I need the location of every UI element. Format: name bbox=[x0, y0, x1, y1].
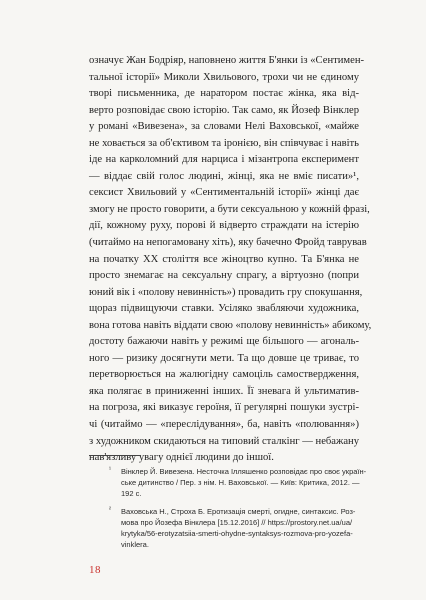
text-line: перетворюється на жалюгідну самоціль самоствердження, bbox=[89, 369, 359, 381]
text-line: з художником скидаються на типовий сталкінг — небажану bbox=[89, 435, 359, 447]
text-line: сексист Хвильовий у «Сентиментальній історії» жінці дає bbox=[89, 187, 359, 199]
footnote-line: krytyka/56-erotyzatsiia-smerti-ohydne-syntaksys-rozmova-pro-yozefa- bbox=[121, 529, 353, 539]
text-line: яка полягає в приниженні інших. Її зневага й ультиматив- bbox=[89, 385, 359, 397]
text-line: (читаймо на непогамовану хіть), яку бачечно Фройд таврував bbox=[89, 237, 367, 249]
text-line: щораз підвищуючи ставки. Усіляко звабляючи художника, bbox=[89, 303, 359, 315]
text-line: достоту бажаючи навіть у режимі ще більшого — агональ- bbox=[89, 336, 359, 348]
text-line: вона готова навіть віддати свою «полову невинність» абикому, bbox=[89, 319, 372, 331]
text-line: змогу не просто говорити, а бути сексуальною у кожній фразі, bbox=[89, 203, 370, 215]
footnote-line: Вінклер Й. Вивезена. Несточка Ілляшенко розповідає про своє україн- bbox=[121, 467, 367, 476]
text-line: на початку ХХ століття все жіноцтво купно. Та Б'янка не bbox=[89, 253, 359, 265]
text-line: означує Жан Бодріяр, наповнено життя Б'янки із «Сентимен- bbox=[89, 55, 365, 66]
footnote-line: мова про Йозефа Вінклера [15.12.2016] // https://prostory.net.ua/ua/ bbox=[121, 517, 353, 527]
text-line: дії, кожному руху, порові й відверто страждати на істерію bbox=[89, 220, 359, 232]
text-line: у романі «Вивезена», за словами Нелі Ваховської, «майже bbox=[89, 121, 359, 133]
footnote bbox=[89, 506, 356, 551]
footnote-rule bbox=[89, 455, 141, 456]
footnote-line: 192 с. bbox=[121, 489, 142, 499]
text-line: творі письменника, де наратором постає жінка, яка від- bbox=[89, 88, 359, 100]
footnote-line: vinklera. bbox=[121, 540, 149, 550]
text-line: тальної історії» Миколи Хвильового, трохи чи не єдиному bbox=[89, 71, 359, 83]
text-line: на погроза, які виказує героїня, її регулярні пошуки зустрі- bbox=[89, 402, 359, 414]
text-line: чі (читаймо — «переслідування», ба, навіть «полювання») bbox=[89, 419, 359, 431]
footnote-line: ське дитинство / Пер. з нім. Н. Ваховської. — Київ: Критика, 2012. — bbox=[121, 478, 360, 488]
text-line: нав'язливу увагу однієї людини до іншої. bbox=[89, 452, 274, 464]
text-line: верто розповідає свою історію. Так само, як Йозеф Вінклер bbox=[89, 104, 359, 116]
footnote-mark: ¹ bbox=[109, 467, 111, 473]
footnote-mark: ² bbox=[109, 506, 111, 513]
text-line: іде на карколомний для нарциса і мізантропа експеримент bbox=[89, 154, 359, 166]
footnote-line: Ваховська Н., Строха Б. Еротизація смерті, огидне, синтаксис. Роз- bbox=[121, 506, 356, 516]
footnote bbox=[89, 466, 367, 500]
text-line: не ховається за об'єктивом та іронією, він співчуває і навіть bbox=[89, 137, 359, 149]
footnotes bbox=[89, 466, 367, 556]
page-number: 18 bbox=[89, 564, 101, 576]
text-line: ного — ризику досягнути мети. Та що довше це триває, то bbox=[89, 352, 359, 364]
main-text bbox=[89, 53, 372, 467]
text-line: юний вік і «полову невинність») провадить гру спокушання, bbox=[89, 286, 363, 298]
text-line: — віддає свій голос людині, жінці, яка не вміє писати»¹, bbox=[89, 170, 359, 182]
text-line: просто знемагає на сексуальну спрагу, а віртуозно (попри bbox=[89, 270, 359, 282]
